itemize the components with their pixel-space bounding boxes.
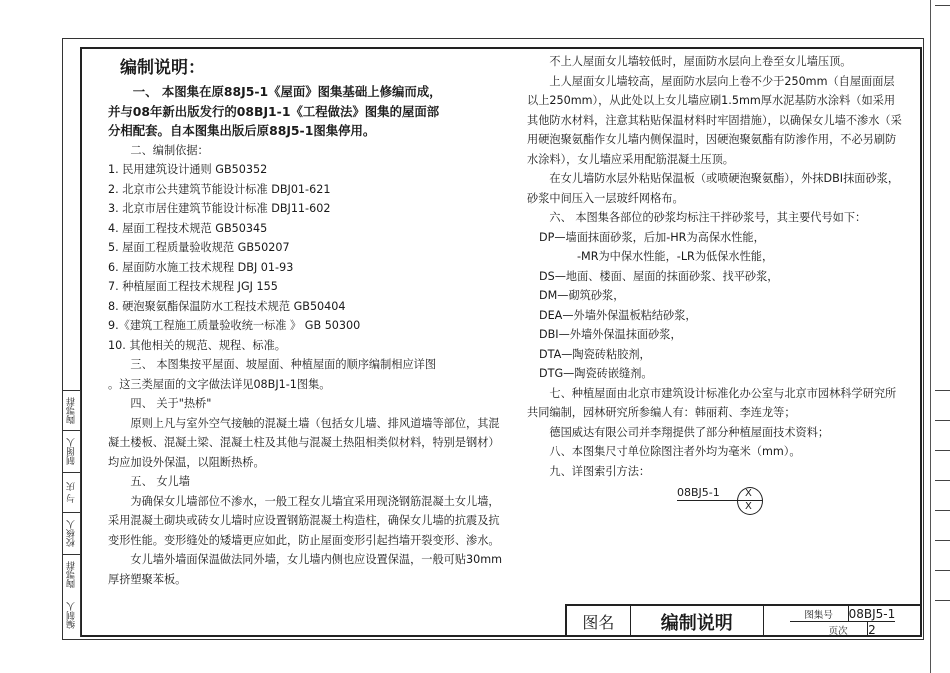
parapet-low-text: 不上人屋面女儿墙较低时，屋面防水层向上卷至女儿墙压顶。: [549, 55, 852, 68]
title-block-title: 编制说明: [631, 606, 764, 637]
page-number-label: 页次: [809, 622, 868, 637]
section-four-title: 四、 关于"热桥": [130, 397, 212, 410]
section-seven-text: 七、种植屋面由北京市建筑设计标准化办公室与北京市园林科学研究所共同编制，园林研究所参编人有：韩丽莉、李连龙等；: [527, 386, 897, 419]
atlas-number-label: 图集号: [790, 606, 849, 621]
section-five-body: 女儿墙外墙面保温做法同外墙，女儿墙内侧也应设置保温，一般可贴30mm厚挤塑聚苯板。: [108, 553, 503, 586]
section-four-body: 原则上凡与室外空气接触的混凝土墙（包括女儿墙、排风道墙等部位，其混凝土楼板、混凝土梁、混凝土柱及其他与混凝土热阻相类似材料，特别是钢材）均应加设外保温，以阻断热桥。: [108, 416, 500, 469]
detail-index-symbol: [677, 483, 902, 517]
intro-line: 一、 本图集在原88J5-1《屋面》图集基础上修编而成，: [132, 84, 442, 99]
basis-item: 6. 屋面防水施工技术规程 DBJ 01-93: [108, 260, 294, 274]
mortar-code-list: [527, 228, 902, 384]
stamp-cell: 陶鄂群: [63, 554, 80, 595]
index-detail-number: X: [745, 488, 752, 499]
stamp-cell: 与 庆: [63, 472, 80, 513]
section-five-title: 五、 女儿墙: [130, 475, 190, 488]
stamp-cell: 陶鄂群: [63, 390, 80, 431]
stamp-cell: 制图人: [63, 430, 80, 473]
page-number-value: 2: [868, 622, 876, 637]
basis-item: 10. 其他相关的规范、规程、标准。: [108, 338, 286, 352]
mortar-code: DBI—外墙外保温抹面砂浆，: [539, 328, 682, 341]
section-seven-extra: 德国威达有限公司并李翔提供了部分种植屋面技术资料；: [549, 425, 830, 439]
stamp-cell: 编制人: [67, 602, 77, 629]
intro-line: 并与08年新出版发行的08BJ1-1《工程做法》图集的屋面部: [108, 103, 440, 119]
basis-item: 5. 屋面工程质量验收规范 GB50207: [108, 241, 290, 254]
basis-item: 8. 硬泡聚氨酯保温防水工程技术规范 GB50404: [108, 299, 346, 313]
mortar-code: DS—地面、楼面、屋面的抹面砂浆、找平砂浆，: [539, 269, 779, 283]
approval-stamp: [63, 390, 81, 637]
mortar-code-sub: -MR为中保水性能，-LR为低保水性能，: [577, 250, 774, 263]
basis-item: 7. 种植屋面工程技术规程 JGJ 155: [108, 280, 278, 293]
section-three-line: 三、 本图集按平屋面、坡屋面、种植屋面的顺序编制相应详图: [130, 358, 437, 371]
index-leader-line: [677, 500, 741, 501]
mortar-code: DM—砌筑砂浆，: [539, 289, 625, 302]
basis-item: 2. 北京市公共建筑节能设计标准 DBJ01-621: [108, 182, 331, 196]
mortar-code: DTG—陶瓷砖嵌缝剂。: [539, 367, 653, 380]
adjacent-sheet-edge: [930, 0, 950, 673]
mortar-code: DTA—陶瓷砖粘胶剂，: [539, 347, 651, 361]
basis-item: 3. 北京市居住建筑节能设计标准 DBJ11-602: [108, 202, 331, 215]
index-atlas-label: 08BJ5-1: [677, 486, 720, 499]
insulation-text: 在女儿墙防水层外粘贴保温板（或喷硬泡聚氨酯），外抹DBI抹面砂浆，砂浆中间压入一层玻纤网格布。: [527, 172, 900, 205]
section-eight-text: 八、本图集尺寸单位除图注者外均为毫米（mm）。: [549, 445, 801, 458]
left-column: [108, 52, 508, 589]
basis-item: 4. 屋面工程技术规范 GB50345: [108, 221, 268, 235]
parapet-high-text: 上人屋面女儿墙较高，屋面防水层向上卷不少于250mm（自屋面面层以上250mm），从此处以上女儿墙应刷1.5mm厚水泥基防水涂料（如采用其他防水材料，注意其粘贴保温材料时牢固措施），以确保女儿墙不渗水（采用硬泡聚氨酯作女儿墙内侧保温时，因硬泡聚氨酯有防渗作用，不必另刷防水涂料），女儿墙应采用配筋混凝土压顶。: [527, 74, 902, 166]
section-six-title: 六、 本图集各部位的砂浆均标注干拌砂浆号，其主要代号如下：: [549, 211, 867, 224]
intro-line: 分相配套。自本图集出版后原88J5-1图集停用。: [108, 123, 376, 138]
section-three-line: 。这三类屋面的文字做法详见08BJ1-1图集。: [108, 377, 331, 391]
stamp-cell: 校核人: [63, 512, 80, 555]
title-block: [565, 604, 922, 637]
section-five-body: 为确保女儿墙部位不渗水，一般工程女儿墙宜采用现浇钢筋混凝土女儿墙，采用混凝土砌块或砖女儿墙时应设置钢筋混凝土构造柱，确保女儿墙的抗震及抗变形性能。变形缝处的矮墙更应如此，防止屋面变形引起挡墙开裂变形、渗水。: [108, 494, 500, 547]
basis-item: 9.《建筑工程施工质量验收统一标准 》 GB 50300: [108, 319, 361, 332]
section-nine-text: 九、详图索引方法：: [549, 464, 651, 478]
page-heading: 编制说明：: [120, 58, 205, 78]
basis-item: 1. 民用建筑设计通则 GB50352: [108, 163, 268, 176]
atlas-number-value: 08BJ5-1: [848, 606, 896, 621]
title-block-meta: [764, 606, 922, 637]
title-block-name-label: 图名: [567, 606, 631, 637]
basis-title: 二、编制依据：: [130, 143, 209, 157]
mortar-code: DEA—外墙外保温板粘结砂浆，: [539, 308, 697, 322]
mortar-code: DP—墙面抹面砂浆，后加-HR为高保水性能，: [539, 230, 765, 244]
index-page-number: X: [745, 501, 752, 512]
right-column: [527, 52, 902, 517]
